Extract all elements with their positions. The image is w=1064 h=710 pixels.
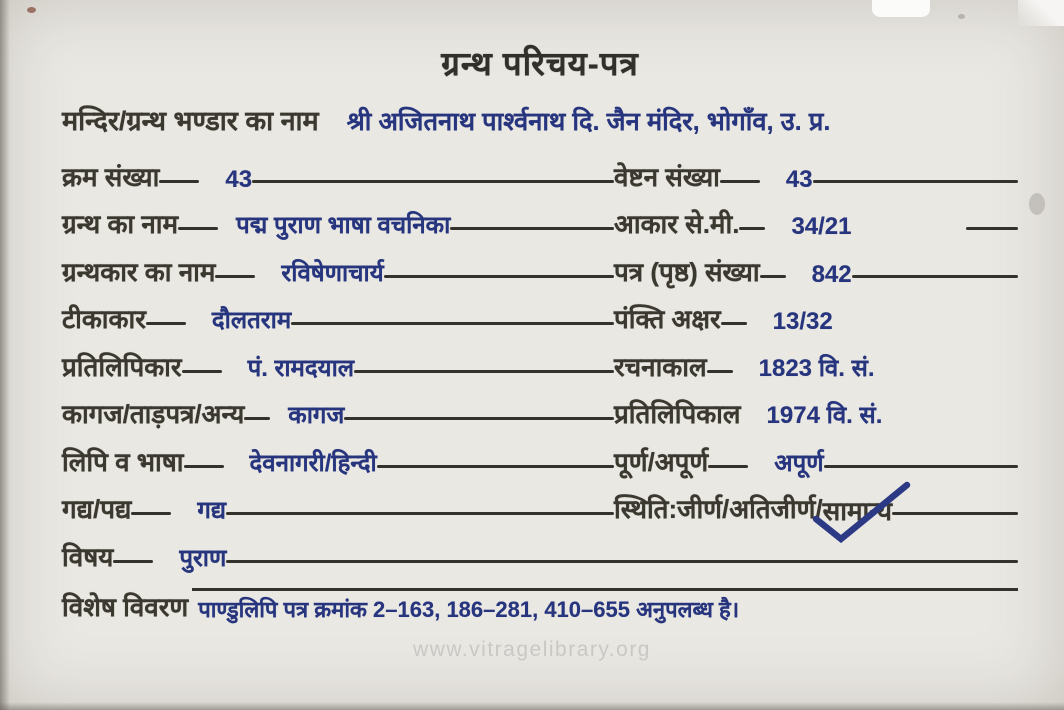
field-value: 43 bbox=[225, 165, 253, 193]
field-label: विषय bbox=[62, 541, 114, 572]
condition-checked-option bbox=[823, 492, 892, 528]
rule-line bbox=[131, 512, 171, 515]
form-row-author bbox=[62, 243, 1018, 291]
form-row-subject bbox=[62, 528, 1018, 576]
rule-line bbox=[720, 180, 760, 183]
rule-line bbox=[739, 227, 765, 230]
temple-name-row bbox=[62, 101, 1018, 140]
rule-line bbox=[252, 180, 614, 183]
form-row-material bbox=[62, 386, 1018, 434]
rule-line bbox=[184, 465, 224, 468]
field-label: टीकाकार bbox=[62, 304, 146, 334]
rule-line bbox=[450, 227, 614, 230]
form-row-copyist bbox=[62, 338, 1018, 386]
field-label: गद्य/पद्य bbox=[62, 494, 132, 524]
form-row-commentator bbox=[62, 291, 1018, 339]
rule-line bbox=[707, 370, 733, 373]
rule-line bbox=[708, 465, 748, 468]
field-label: पत्र (पृष्ठ) संख्या bbox=[614, 256, 760, 287]
rule-line bbox=[824, 465, 1018, 468]
rule-line bbox=[192, 588, 1018, 624]
form-row-condition bbox=[62, 481, 1018, 529]
field-value: 1823 वि. सं. bbox=[758, 354, 875, 382]
field-value: अपूर्ण bbox=[774, 449, 824, 477]
rule-line bbox=[291, 322, 614, 325]
field-label: कागज/ताड़पत्र/अन्य bbox=[62, 399, 245, 429]
form-row-script bbox=[62, 433, 1018, 481]
field-value-temple: श्री अजितनाथ पार्श्वनाथ दि. जैन मंदिर, भोगाँव, उ. प्र. bbox=[346, 108, 831, 136]
field-value: पाण्डुलिपि पत्र क्रमांक 2–163, 186–281, 410–655 अनुपलब्ध है। bbox=[198, 596, 740, 622]
watermark-text: www.vitragelibrary.org bbox=[412, 638, 651, 661]
page-title: ग्रन्थ परिचय-पत्र bbox=[441, 45, 639, 82]
rule-line bbox=[113, 560, 153, 563]
rule-line bbox=[354, 370, 614, 373]
rule-line bbox=[182, 370, 222, 373]
field-label: प्रतिलिपिकार bbox=[62, 351, 182, 382]
field-label: आकार से.मी. bbox=[614, 209, 740, 239]
form-rows bbox=[62, 148, 1018, 626]
field-value: 1974 वि. सं. bbox=[766, 402, 883, 429]
field-label: पंक्ति अक्षर bbox=[614, 304, 721, 334]
field-label: प्रतिलिपिकाल bbox=[614, 399, 741, 429]
rule-line bbox=[178, 227, 218, 230]
rule-line bbox=[215, 275, 255, 278]
rule-line bbox=[721, 322, 747, 325]
field-value: 13/32 bbox=[772, 308, 833, 335]
rule-line bbox=[892, 512, 1018, 515]
rule-line bbox=[852, 275, 1018, 278]
field-value: गद्य bbox=[197, 497, 227, 524]
field-label: ग्रन्थ का नाम bbox=[62, 209, 179, 239]
field-value: देवनागरी/हिन्दी bbox=[249, 449, 377, 477]
rule-line bbox=[159, 180, 199, 183]
rule-line bbox=[813, 180, 1018, 183]
field-label: पूर्ण/अपूर्ण bbox=[614, 446, 709, 477]
field-label: ग्रन्थकार का नाम bbox=[62, 256, 216, 287]
form-row-special-details bbox=[62, 576, 1018, 626]
rule-line bbox=[226, 560, 1018, 563]
rule-line bbox=[384, 275, 614, 278]
field-value: 34/21 bbox=[791, 213, 852, 240]
field-value: पद्म पुराण भाषा वचनिका bbox=[236, 212, 451, 239]
field-label: वेष्टन संख्या bbox=[614, 161, 720, 192]
field-label-temple: मन्दिर/ग्रन्थ भण्डार का नाम bbox=[62, 106, 319, 136]
field-label: रचनाकाल bbox=[614, 351, 707, 382]
field-value: 842 bbox=[811, 260, 852, 288]
rule-line bbox=[344, 417, 614, 420]
rule-line bbox=[244, 417, 270, 420]
form-row-serial bbox=[62, 148, 1018, 196]
field-value: रविषेणाचार्य bbox=[281, 259, 384, 287]
field-label: सामान्य bbox=[822, 496, 893, 526]
rule-line bbox=[760, 275, 786, 278]
rule-line bbox=[966, 227, 1018, 230]
field-value: पुराण bbox=[179, 544, 227, 572]
form-row-bookname bbox=[62, 196, 1018, 244]
field-value: कागज bbox=[288, 402, 345, 429]
rule-line bbox=[377, 465, 614, 468]
field-label: विशेष विवरण bbox=[62, 591, 189, 622]
field-label: लिपि व भाषा bbox=[62, 446, 184, 477]
field-label: क्रम संख्या bbox=[62, 161, 160, 192]
field-label: स्थिति:जीर्ण/अतिजीर्ण/ bbox=[614, 494, 823, 524]
field-value: 43 bbox=[785, 165, 813, 193]
field-value: दौलतराम bbox=[211, 307, 292, 334]
rule-line bbox=[146, 322, 186, 325]
rule-line bbox=[226, 512, 614, 515]
field-value: पं. रामदयाल bbox=[247, 354, 355, 382]
